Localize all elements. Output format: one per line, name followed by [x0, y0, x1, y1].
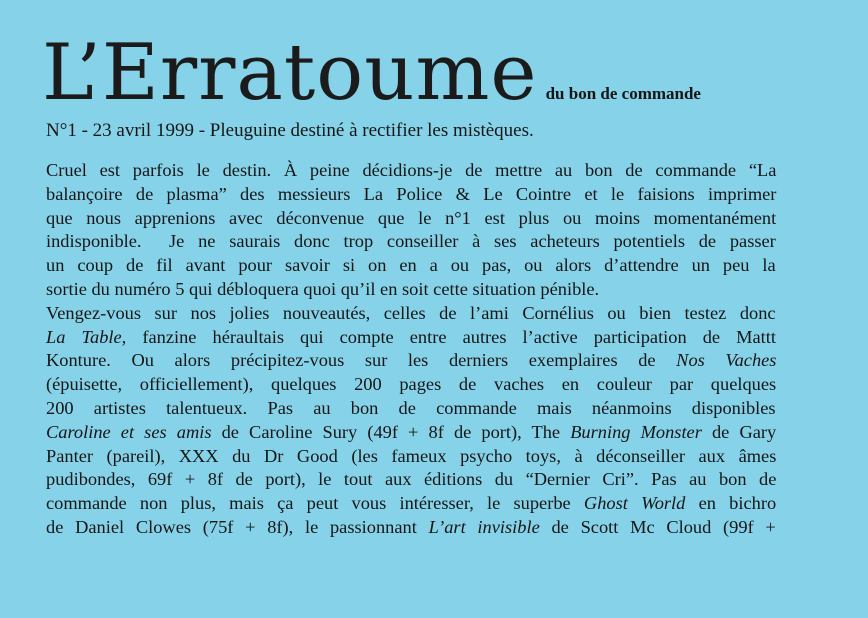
text-line	[46, 373, 776, 397]
text-segment: indisponible. Je ne saurais donc trop conseiller à ses acheteurs potentiels de passer	[46, 231, 776, 252]
text-line	[46, 468, 776, 492]
text-segment: commande non plus, mais ça peut vous intéresser, le superbe	[46, 493, 584, 514]
text-segment: pudibondes, 69f + 8f de port), le tout aux éditions du “Dernier Cri”. Pas au bon de	[46, 469, 777, 490]
italic-title: Burning Monster	[570, 421, 702, 442]
text-segment	[46, 349, 776, 373]
text-line	[46, 302, 776, 326]
text-line	[46, 397, 776, 421]
text-segment	[46, 492, 776, 516]
text-segment	[46, 421, 776, 445]
text-segment: 200 artistes talentueux. Pas au bon de commande mais néanmoins disponibles	[46, 397, 776, 418]
text-segment: de Caroline Sury (49f + 8f de port), The	[211, 421, 571, 442]
newsletter-subtitle: du bon de commande	[545, 84, 701, 103]
italic-title: La Table,	[46, 326, 127, 347]
text-segment: fanzine héraultais qui compte entre autres l’active participation de Mattt	[126, 326, 776, 347]
text-line	[46, 421, 776, 445]
text-segment	[46, 326, 776, 350]
article-body	[46, 159, 776, 540]
text-line	[46, 326, 776, 350]
text-line	[46, 230, 776, 254]
text-line	[46, 207, 776, 231]
italic-title: Ghost World	[583, 493, 686, 514]
issue-line: N°1 - 23 avril 1999 - Pleuguine destiné à rectifier les mistèques.	[46, 120, 534, 141]
text-segment: (épuisette, officiellement), quelques 200 pages de vaches en couleur par quelques	[46, 374, 777, 395]
text-segment: que nous apprenions avec déconvenue que le n°1 est plus ou moins momentanément	[46, 207, 777, 228]
text-line	[46, 159, 776, 183]
text-segment: sortie du numéro 5 qui débloquera quoi qu’il en soit cette situation pénible.	[46, 278, 600, 299]
text-segment: en bichro	[685, 493, 777, 514]
text-segment: Panter (pareil), XXX du Dr Good (les fameux psycho toys, à déconseiller aux âmes	[46, 445, 777, 466]
text-segment: Vengez-vous sur nos jolies nouveautés, celles de l’ami Cornélius ou bien testez donc	[46, 302, 776, 323]
text-line	[46, 254, 776, 278]
text-line	[46, 492, 776, 516]
text-segment	[46, 516, 776, 540]
text-segment: un coup de fil avant pour savoir si on en a ou pas, ou alors d’attendre un peu la	[46, 255, 776, 276]
text-line	[46, 349, 776, 373]
text-segment: de Gary	[701, 421, 777, 442]
italic-title: Caroline et ses amis	[46, 421, 212, 442]
text-line	[46, 183, 776, 207]
masthead	[42, 28, 701, 118]
italic-title: Nos Vaches	[676, 350, 777, 371]
text-segment: balançoire de plasma” des messieurs La Police & Le Cointre et le faisions imprimer	[46, 183, 777, 204]
text-segment: de Daniel Clowes (75f + 8f), le passionnant	[46, 516, 429, 537]
text-segment: Cruel est parfois le destin. À peine décidions-je de mettre au bon de commande “La	[46, 160, 777, 180]
newsletter-title: L’Erratoume	[42, 28, 538, 118]
italic-title: L’art invisible	[428, 516, 540, 537]
text-line	[46, 516, 776, 540]
text-segment: Konture. Ou alors précipitez-vous sur les derniers exemplaires de	[46, 350, 677, 371]
text-line	[46, 278, 776, 302]
text-line	[46, 445, 776, 469]
text-segment: de Scott Mc Cloud (99f +	[539, 516, 776, 537]
